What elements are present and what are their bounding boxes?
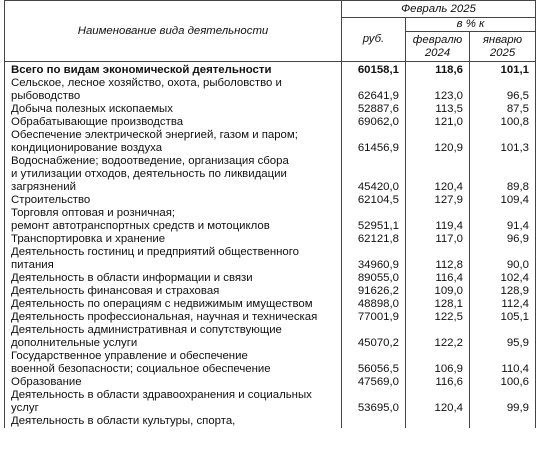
rub-value-cell: 47569,0 [342, 376, 406, 389]
table-row [5, 116, 536, 129]
jan-2025-pct-cell: 101,1 [470, 62, 536, 78]
jan-2025-pct-cell: 91,4 [470, 207, 536, 233]
feb-2024-pct-cell: 113,5 [406, 103, 470, 116]
rub-value-cell: 62641,9 [342, 77, 406, 103]
activity-name-cell [5, 207, 342, 233]
rub-header: руб. [342, 18, 406, 62]
activity-name-line: военной безопасности; социальное обеспечение [11, 363, 271, 375]
table-row [5, 103, 536, 116]
rub-value-cell: 34960,9 [342, 246, 406, 272]
jan-2025-pct-cell: 89,8 [470, 155, 536, 194]
feb-2024-pct-cell: 120,4 [406, 389, 470, 415]
jan-2025-header [470, 32, 536, 62]
activity-name-line: Строительство [11, 194, 91, 206]
activity-name-line: Деятельность финансовая и страховая [11, 285, 220, 297]
activity-name-cell [5, 376, 342, 389]
jan-2025-pct-cell: 96,5 [470, 77, 536, 103]
feb-2024-pct-cell: 127,9 [406, 194, 470, 207]
feb-2024-header [406, 32, 470, 62]
activity-name-line: Обрабатывающие производства [11, 116, 184, 128]
activity-name-line: Деятельность в области здравоохранения и социальных [11, 389, 312, 401]
feb-2024-pct-cell: 120,4 [406, 155, 470, 194]
feb-2024-pct-cell: 128,1 [406, 298, 470, 311]
table-row [5, 389, 536, 415]
activity-name-cell [5, 194, 342, 207]
activity-name-line: дополнительные услуги [11, 337, 138, 349]
rub-value-cell: 91626,2 [342, 285, 406, 298]
activity-name-line: Всего по видам экономической деятельности [11, 64, 272, 76]
activity-name-line: Деятельность профессиональная, научная и техническая [11, 311, 318, 323]
jan-2025-pct-cell: 100,6 [470, 376, 536, 389]
activity-name-cell [5, 298, 342, 311]
feb-2024-pct-cell: 109,0 [406, 285, 470, 298]
rub-value-cell: 56056,5 [342, 350, 406, 376]
feb-2024-header-line1: февралю [412, 33, 463, 46]
activity-name-line: ремонт автотранспортных средств и мотоциклов [11, 220, 270, 232]
feb-2024-pct-cell: 119,4 [406, 207, 470, 233]
feb-2024-pct-cell [406, 415, 470, 428]
jan-2025-pct-cell: 105,1 [470, 311, 536, 324]
table-row [5, 311, 536, 324]
table-body [5, 62, 536, 429]
rub-value-cell: 52887,6 [342, 103, 406, 116]
table-row [5, 62, 536, 78]
jan-2025-pct-cell: 96,9 [470, 233, 536, 246]
wages-table [4, 0, 536, 428]
rub-value-cell: 52951,1 [342, 207, 406, 233]
table-row [5, 324, 536, 350]
rub-value-cell: 77001,9 [342, 311, 406, 324]
jan-2025-pct-cell: 102,4 [470, 272, 536, 285]
activity-name-line: услуг [11, 402, 39, 414]
activity-name-cell [5, 350, 342, 376]
feb-2024-pct-cell: 122,2 [406, 324, 470, 350]
jan-2025-pct-cell: 100,8 [470, 116, 536, 129]
activity-name-line: Деятельность административная и сопутствующие [11, 324, 282, 336]
feb-2024-pct-cell: 116,6 [406, 376, 470, 389]
jan-2025-pct-cell: 99,9 [470, 389, 536, 415]
table-row [5, 376, 536, 389]
activity-name-line: загрязнений [11, 181, 76, 193]
feb-2024-pct-cell: 112,8 [406, 246, 470, 272]
activity-name-line: питания [11, 259, 54, 271]
activity-name-cell [5, 389, 342, 415]
activity-name-line: и утилизации отходов, деятельность по ликвидации [11, 168, 287, 180]
feb-2024-pct-cell: 121,0 [406, 116, 470, 129]
rub-value-cell: 62104,5 [342, 194, 406, 207]
percent-header: в % к [406, 18, 536, 32]
rub-value-cell: 60158,1 [342, 62, 406, 78]
table-row [5, 285, 536, 298]
jan-2025-pct-cell: 90,0 [470, 246, 536, 272]
jan-2025-pct-cell: 87,5 [470, 103, 536, 116]
period-header: Февраль 2025 [342, 1, 536, 18]
feb-2024-pct-cell: 118,6 [406, 62, 470, 78]
table-row [5, 155, 536, 194]
activity-name-cell [5, 415, 342, 428]
rub-value-cell [342, 415, 406, 428]
jan-2025-pct-cell: 101,3 [470, 129, 536, 155]
activity-name-cell [5, 62, 342, 78]
table-row [5, 298, 536, 311]
activity-name-cell [5, 324, 342, 350]
activity-name-line: кондиционирование воздуха [11, 142, 163, 154]
table-row [5, 350, 536, 376]
activity-name-line: рыбоводство [11, 90, 81, 102]
activity-name-cell [5, 116, 342, 129]
activity-name-cell [5, 129, 342, 155]
activity-name-cell [5, 285, 342, 298]
table-header [5, 1, 536, 62]
rub-value-cell: 89055,0 [342, 272, 406, 285]
activity-name-cell [5, 155, 342, 194]
feb-2024-pct-cell: 117,0 [406, 233, 470, 246]
activity-name-line: Деятельность в области культуры, спорта, [11, 415, 236, 427]
activity-name-line: Обеспечение электрической энергией, газом и паром; [11, 129, 298, 141]
jan-2025-pct-cell: 110,4 [470, 350, 536, 376]
jan-2025-pct-cell: 128,9 [470, 285, 536, 298]
feb-2024-pct-cell: 123,0 [406, 77, 470, 103]
jan-2025-pct-cell [470, 415, 536, 428]
activity-name-line: Образование [11, 376, 82, 388]
table-row [5, 246, 536, 272]
rub-value-cell: 48898,0 [342, 298, 406, 311]
rub-value-cell: 45420,0 [342, 155, 406, 194]
table-row [5, 415, 536, 428]
activity-name-cell [5, 246, 342, 272]
feb-2024-pct-cell: 106,9 [406, 350, 470, 376]
activity-name-line: Деятельность по операциям с недвижимым имуществом [11, 298, 313, 310]
table-row [5, 194, 536, 207]
activity-name-line: Сельское, лесное хозяйство, охота, рыболовство и [11, 77, 282, 89]
activity-name-line: Деятельность в области информации и связи [11, 272, 253, 284]
activity-name-line: Деятельность гостиниц и предприятий общественного [11, 246, 300, 258]
feb-2024-pct-cell: 122,5 [406, 311, 470, 324]
activity-name-cell [5, 272, 342, 285]
table-row [5, 77, 536, 103]
activity-name-line: Добыча полезных ископаемых [11, 103, 173, 115]
jan-2025-header-line1: январю [482, 33, 523, 46]
jan-2025-pct-cell: 109,4 [470, 194, 536, 207]
activity-name-line: Торговля оптовая и розничная; [11, 207, 176, 219]
jan-2025-pct-cell: 112,4 [470, 298, 536, 311]
activity-name-cell [5, 103, 342, 116]
table-row [5, 272, 536, 285]
activity-name-cell [5, 233, 342, 246]
feb-2024-header-line2: 2024 [424, 46, 451, 59]
table-row [5, 129, 536, 155]
activity-name-line: Транспортировка и хранение [11, 233, 166, 245]
activity-name-line: Водоснабжение; водоотведение, организация сбора [11, 155, 289, 167]
feb-2024-pct-cell: 116,4 [406, 272, 470, 285]
activity-name-line: Государственное управление и обеспечение [11, 350, 248, 362]
activity-name-header: Наименование вида деятельности [5, 1, 342, 62]
rub-value-cell: 69062,0 [342, 116, 406, 129]
rub-value-cell: 53695,0 [342, 389, 406, 415]
rub-value-cell: 45070,2 [342, 324, 406, 350]
jan-2025-pct-cell: 95,9 [470, 324, 536, 350]
activity-name-cell [5, 77, 342, 103]
table-row [5, 233, 536, 246]
jan-2025-header-line2: 2025 [489, 46, 516, 59]
table-row [5, 207, 536, 233]
rub-value-cell: 62121,8 [342, 233, 406, 246]
activity-name-cell [5, 311, 342, 324]
feb-2024-pct-cell: 120,9 [406, 129, 470, 155]
rub-value-cell: 61456,9 [342, 129, 406, 155]
